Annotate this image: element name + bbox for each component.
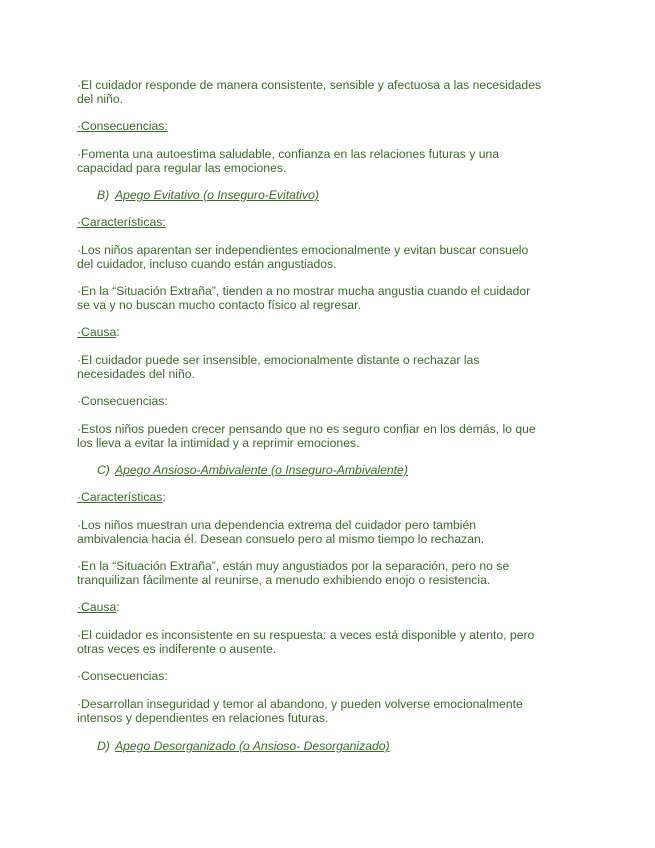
paragraph-line: ambivalencia hacia él. Desean consuelo pero al mismo tiempo lo rechazan. xyxy=(77,532,485,546)
paragraph-line: capacidad para regular las emociones. xyxy=(77,161,287,175)
paragraph-line: ·Desarrollan inseguridad y temor al abandono, y pueden volverse emocionalmente xyxy=(77,697,523,711)
paragraph-line: ·Los niños aparentan ser independientes emocionalmente y evitan buscar consuelo xyxy=(77,243,529,257)
section-label xyxy=(77,490,166,504)
section-label-colon: : xyxy=(116,325,120,339)
section-label-text: ·Características xyxy=(77,490,163,504)
section-label xyxy=(77,394,168,408)
paragraph-line: ·El cuidador responde de manera consistente, sensible y afectuosa a las necesidades xyxy=(77,78,542,92)
section-label-text: ·Causa xyxy=(77,325,117,339)
heading-letter: D) xyxy=(97,739,110,753)
paragraph-line: ·En la “Situación Extraña”, están muy angustiados por la separación, pero no se xyxy=(77,559,510,573)
section-label-colon: : xyxy=(162,490,166,504)
paragraph-line: del cuidador, incluso cuando están angustiados. xyxy=(77,257,337,271)
paragraph-line: ·Estos niños pueden crecer pensando que no es seguro confiar en los demás, lo que xyxy=(77,422,536,436)
paragraph-line: ·Los niños muestran una dependencia extrema del cuidador pero también xyxy=(77,518,477,532)
heading-title: Apego Evitativo (o Inseguro-Evitativo) xyxy=(115,188,319,202)
section-label xyxy=(77,215,166,229)
section-label-text: ·Causa xyxy=(77,600,117,614)
section-label-text: ·Consecuencias: xyxy=(77,119,168,133)
section-heading xyxy=(97,463,408,477)
section-label-colon: : xyxy=(116,600,120,614)
heading-letter: B) xyxy=(97,188,110,202)
paragraph-line: otras veces es indiferente o ausente. xyxy=(77,642,277,656)
paragraph-line: se va y no buscan mucho contacto físico al regresar. xyxy=(77,298,361,312)
heading-letter: C) xyxy=(97,463,110,477)
section-label-text: ·Consecuencias: xyxy=(77,394,168,408)
heading-title: Apego Desorganizado (o Ansioso- Desorganizado) xyxy=(115,739,390,753)
paragraph-line: ·En la “Situación Extraña”, tienden a no mostrar mucha angustia cuando el cuidador xyxy=(77,284,531,298)
paragraph-line: ·El cuidador es inconsistente en su respuesta: a veces está disponible y atento, pero xyxy=(77,628,535,642)
section-heading xyxy=(97,739,390,753)
heading-title: Apego Ansioso-Ambivalente (o Inseguro-Ambivalente) xyxy=(115,463,408,477)
paragraph-line: intensos y dependientes en relaciones futuras. xyxy=(77,711,329,725)
section-label-text: ·Características: xyxy=(77,215,166,229)
paragraph-line: del niño. xyxy=(77,92,124,106)
paragraph-line: tranquilizan fácilmente al reunirse, a menudo exhibiendo enojo o resistencia. xyxy=(77,573,491,587)
paragraph-line: ·El cuidador puede ser insensible, emocionalmente distante o rechazar las xyxy=(77,353,480,367)
paragraph-line: los lleva a evitar la intimidad y a reprimir emociones. xyxy=(77,436,360,450)
paragraph-line: ·Fomenta una autoestima saludable, confianza en las relaciones futuras y una xyxy=(77,147,500,161)
section-label xyxy=(77,119,168,133)
paragraph-line: necesidades del niño. xyxy=(77,367,195,381)
section-label xyxy=(77,325,120,339)
section-label xyxy=(77,669,168,683)
section-label xyxy=(77,600,120,614)
section-label-text: ·Consecuencias: xyxy=(77,669,168,683)
section-heading xyxy=(97,188,319,202)
